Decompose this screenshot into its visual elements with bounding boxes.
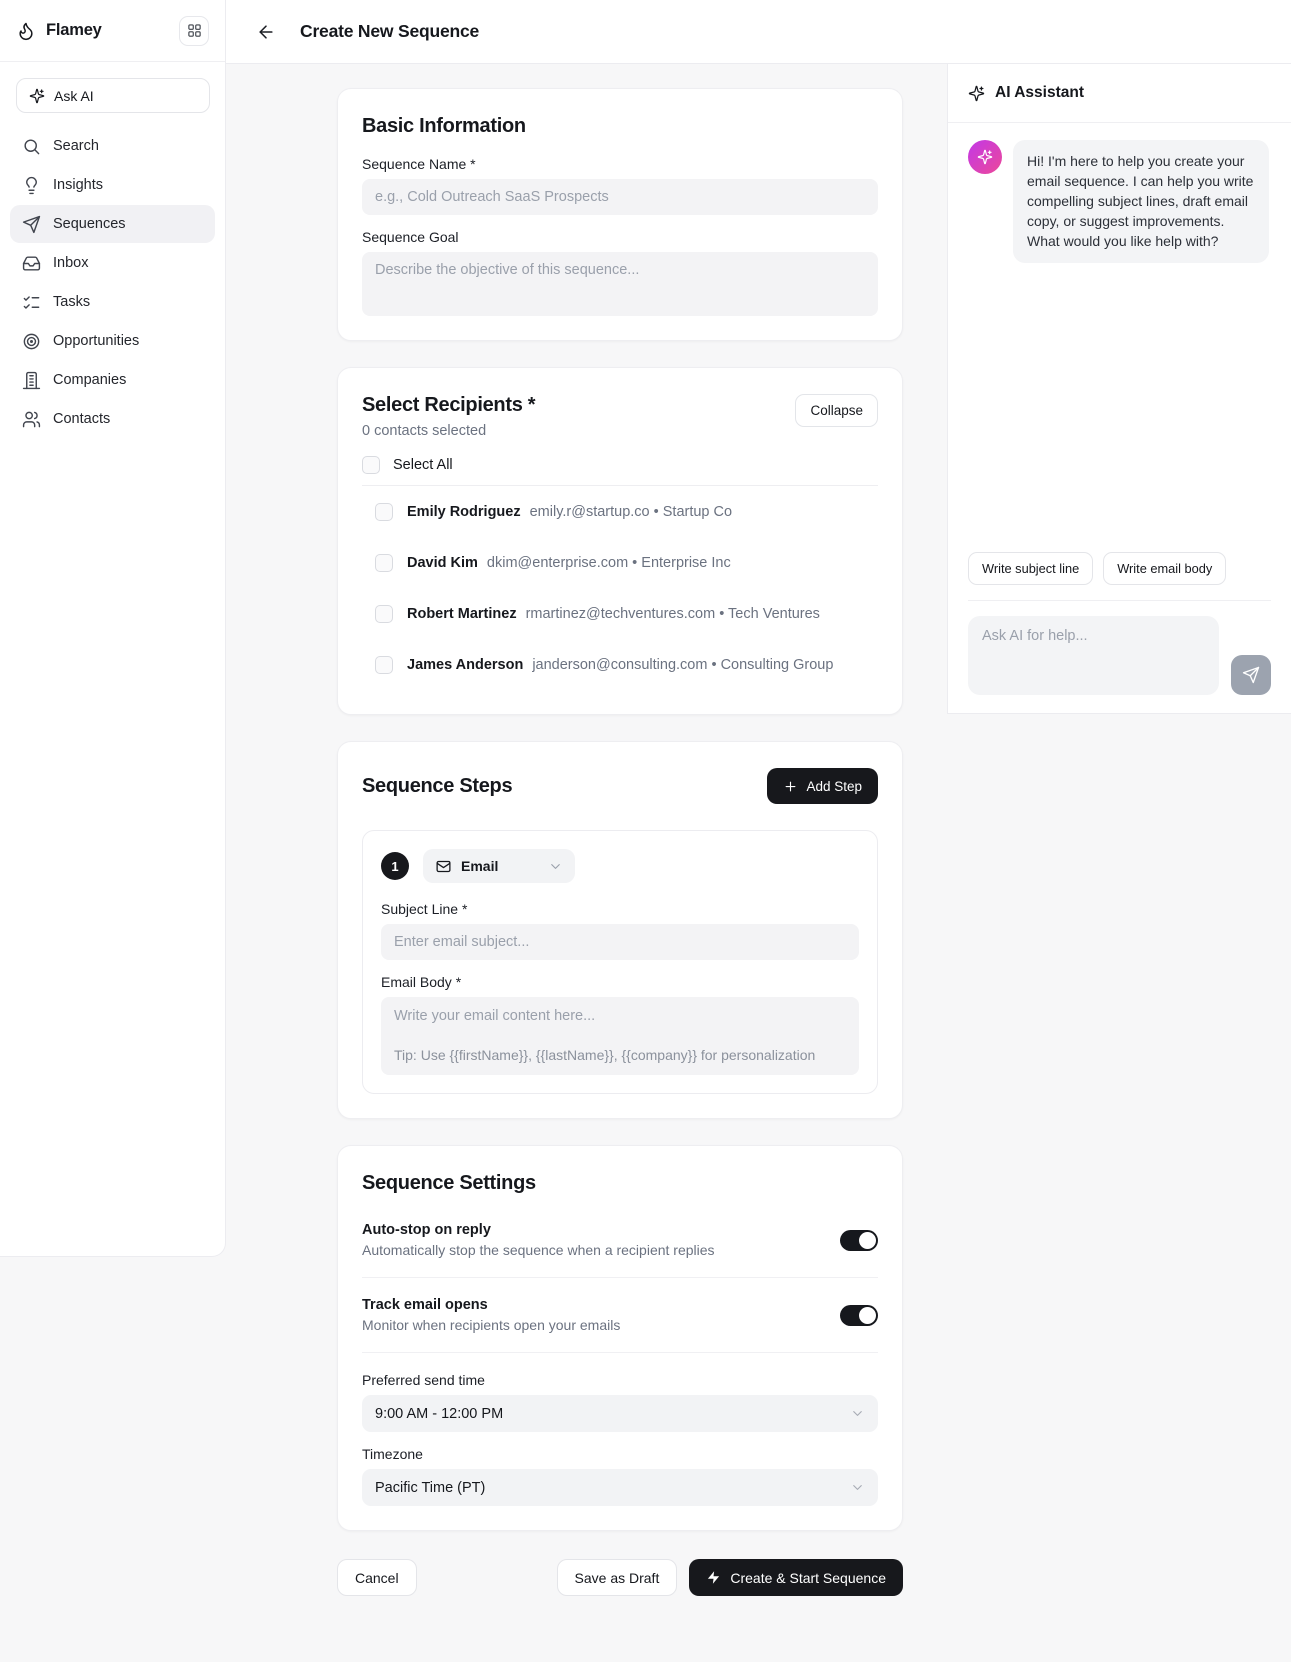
ask-ai-button[interactable] [16, 78, 210, 113]
envelope-icon [435, 858, 452, 875]
sidebar-header [0, 0, 225, 62]
contact-checkbox[interactable] [375, 656, 393, 674]
contact-detail: rmartinez@techventures.com • Tech Ventures [525, 605, 820, 622]
sidebar-item-label: Search [53, 138, 99, 154]
step-card [362, 830, 878, 1094]
sidebar-item-search[interactable] [10, 127, 215, 165]
contact-row[interactable] [362, 639, 878, 690]
basic-information-card [337, 88, 903, 341]
timezone-value: Pacific Time (PT) [375, 1479, 486, 1496]
sidebar [0, 0, 226, 1257]
app-name: Flamey [46, 21, 102, 39]
contact-checkbox[interactable] [375, 554, 393, 572]
track-opens-toggle[interactable] [840, 1305, 878, 1326]
ask-ai-input[interactable] [968, 616, 1219, 695]
contact-row[interactable] [362, 537, 878, 588]
save-as-draft-button[interactable]: Save as Draft [557, 1559, 678, 1596]
subject-line-input[interactable] [381, 924, 859, 960]
cancel-button[interactable]: Cancel [337, 1559, 417, 1596]
contact-checkbox[interactable] [375, 605, 393, 623]
section-title: Sequence Steps [362, 774, 513, 797]
sequence-name-label: Sequence Name * [362, 156, 476, 172]
sequence-goal-textarea[interactable] [362, 252, 878, 316]
send-plane-icon [1242, 666, 1260, 684]
select-recipients-card [337, 367, 903, 715]
sidebar-item-contacts[interactable] [10, 400, 215, 438]
contact-name: Robert Martinez [407, 605, 517, 622]
sidebar-item-sequences[interactable] [10, 205, 215, 243]
sidebar-item-label: Companies [53, 372, 127, 388]
main-content [226, 64, 947, 1656]
ai-input-area [968, 600, 1271, 695]
target-icon [22, 332, 41, 351]
subject-line-label: Subject Line * [381, 901, 468, 917]
divider [362, 1352, 878, 1353]
send-time-select[interactable] [362, 1395, 878, 1432]
contacts-selected-count: 0 contacts selected [362, 423, 487, 439]
sidebar-item-label: Opportunities [53, 333, 140, 349]
lightning-icon [706, 1570, 721, 1585]
email-body-label: Email Body * [381, 974, 462, 990]
ai-greeting-bubble: Hi! I'm here to help you create your email sequence. I can help you write compelling subject lines, draft email copy, or suggest improvements. What would you like help with? [1013, 140, 1269, 263]
checklist-icon [22, 293, 41, 312]
ask-ai-label: Ask AI [54, 87, 94, 104]
ai-assistant-title: AI Assistant [995, 84, 1085, 101]
personalization-tip: Tip: Use {{firstName}}, {{lastName}}, {{company}} for personalization [394, 1047, 816, 1063]
sidebar-item-label: Inbox [53, 255, 89, 271]
email-body-textarea[interactable] [381, 997, 859, 1075]
sidebar-item-label: Insights [53, 177, 103, 193]
sequence-settings-card [337, 1145, 903, 1531]
select-all-checkbox[interactable] [362, 456, 380, 474]
sidebar-item-insights[interactable] [10, 166, 215, 204]
page-title: Create New Sequence [300, 21, 480, 41]
sidebar-item-companies[interactable] [10, 361, 215, 399]
sequence-goal-label: Sequence Goal [362, 229, 459, 245]
write-email-body-chip[interactable]: Write email body [1103, 552, 1226, 585]
sidebar-item-label: Contacts [53, 411, 111, 427]
add-step-button[interactable] [767, 768, 878, 804]
sequence-steps-card [337, 741, 903, 1119]
email-body-placeholder: Write your email content here... [394, 1008, 596, 1024]
inbox-icon [22, 254, 41, 273]
collapse-button[interactable]: Collapse [795, 394, 878, 427]
write-subject-line-chip[interactable]: Write subject line [968, 552, 1093, 585]
chevron-down-icon [850, 1406, 865, 1421]
sidebar-item-tasks[interactable] [10, 283, 215, 321]
setting-label: Track email opens [362, 1297, 488, 1313]
contact-checkbox[interactable] [375, 503, 393, 521]
grid-icon [187, 23, 202, 38]
section-title: Sequence Settings [362, 1172, 536, 1194]
send-time-label: Preferred send time [362, 1372, 485, 1388]
ai-message [968, 140, 1271, 263]
auto-stop-toggle[interactable] [840, 1230, 878, 1251]
setting-row-auto-stop [362, 1203, 878, 1277]
setting-description: Automatically stop the sequence when a recipient replies [362, 1242, 715, 1258]
sidebar-item-inbox[interactable] [10, 244, 215, 282]
flame-logo-icon [16, 21, 36, 41]
send-button[interactable] [1231, 655, 1271, 695]
ai-suggestion-chips [968, 552, 1271, 600]
lightbulb-icon [22, 176, 41, 195]
send-time-value: 9:00 AM - 12:00 PM [375, 1405, 504, 1422]
contact-name: James Anderson [407, 656, 524, 673]
chevron-down-icon [850, 1480, 865, 1495]
people-icon [22, 410, 41, 429]
contact-row[interactable] [362, 486, 878, 537]
contact-detail: dkim@enterprise.com • Enterprise Inc [486, 554, 731, 571]
select-all-label: Select All [393, 457, 453, 473]
sidebar-item-label: Sequences [53, 216, 126, 232]
toggle-knob [859, 1307, 876, 1324]
sparkles-icon [968, 85, 985, 102]
timezone-label: Timezone [362, 1446, 423, 1462]
search-icon [22, 137, 41, 156]
step-type-select[interactable] [423, 849, 575, 883]
sidebar-nav [10, 127, 215, 438]
step-type-value: Email [461, 858, 499, 874]
contact-row[interactable] [362, 588, 878, 639]
setting-label: Auto-stop on reply [362, 1222, 491, 1238]
ai-assistant-body [948, 123, 1291, 713]
apps-grid-button[interactable] [179, 16, 209, 46]
contact-detail: emily.r@startup.co • Startup Co [529, 503, 733, 520]
paper-plane-icon [22, 215, 41, 234]
create-start-sequence-label: Create & Start Sequence [730, 1569, 886, 1586]
section-title: Basic Information [362, 115, 526, 137]
setting-description: Monitor when recipients open your emails [362, 1317, 621, 1333]
building-icon [22, 371, 41, 390]
step-number-badge: 1 [381, 852, 409, 880]
sparkles-icon [29, 88, 45, 104]
back-button[interactable] [254, 20, 278, 44]
sidebar-item-opportunities[interactable] [10, 322, 215, 360]
contact-detail: janderson@consulting.com • Consulting Group [532, 656, 834, 673]
add-step-label: Add Step [806, 778, 862, 794]
plus-icon [783, 779, 798, 794]
form-footer [337, 1559, 903, 1596]
sidebar-item-label: Tasks [53, 294, 91, 310]
contact-name: Emily Rodriguez [407, 503, 521, 520]
contact-name: David Kim [407, 554, 478, 571]
arrow-left-icon [256, 22, 276, 42]
setting-row-track-opens [362, 1278, 878, 1352]
timezone-select[interactable] [362, 1469, 878, 1506]
ai-assistant-header [948, 64, 1291, 123]
sequence-name-input[interactable] [362, 179, 878, 215]
ai-avatar [968, 140, 1002, 174]
toggle-knob [859, 1232, 876, 1249]
top-bar [226, 0, 1291, 64]
create-start-sequence-button[interactable] [689, 1559, 903, 1596]
section-title: Select Recipients * [362, 394, 536, 416]
ai-assistant-panel [947, 64, 1291, 714]
chevron-down-icon [548, 859, 563, 874]
